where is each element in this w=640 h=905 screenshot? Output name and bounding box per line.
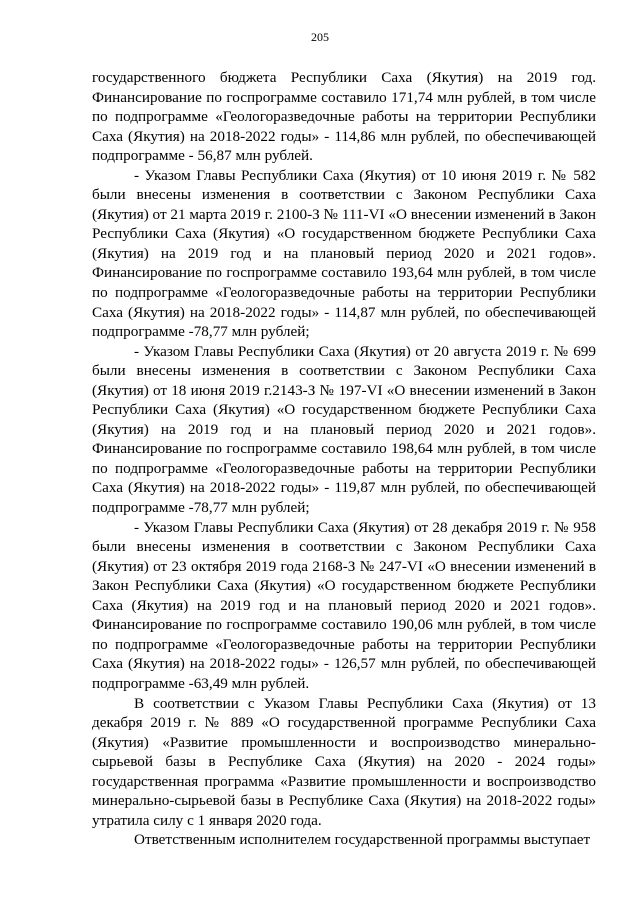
paragraph-decree-582: - Указом Главы Республики Саха (Якутия) от 10 июня 2019 г. № 582 были внесены изменения в соответствии с Законом Республики Саха (Якутия) от 21 марта 2019 г. 2100-З № 111-VI «О внесении изменений в Закон Республики Саха (Якутия) «О государственном бюджете Республики Саха (Якутия) на 2019 год и на плановый период 2020 и 2021 годов». Финансирование по госпрограмме составило 193,64 млн рублей, в том числе по подпрограмме «Геологоразведочные работы на территории Республики Саха (Якутия) на 2018-2022 годы» - 114,87 млн рублей, по обеспечивающей подпрограмме -78,77 млн рублей; bbox=[92, 166, 596, 341]
paragraph-budget-continuation: государственного бюджета Республики Саха (Якутия) на 2019 год. Финансирование по госпрограмме составило 171,74 млн рублей, в том числе по подпрограмме «Геологоразведочные работы на территории Республики Саха (Якутия) на 2018-2022 годы» - 114,86 млн рублей, по обеспечивающей подпрограмме - 56,87 млн рублей. bbox=[92, 69, 596, 165]
document-body bbox=[92, 68, 596, 850]
paragraph-responsible-executor: Ответственным исполнителем государственной программы выступает bbox=[134, 831, 591, 849]
paragraph-decree-958: - Указом Главы Республики Саха (Якутия) от 28 декабря 2019 г. № 958 были внесены изменения в соответствии с Законом Республики Саха (Якутия) от 23 октября 2019 года 2168-З № 247-VI «О внесении изменений в Закон Республики Саха (Якутия) «О государственном бюджете Республики Саха (Якутия) на 2019 год и на плановый период 2020 и 2021 годов». Финансирование по госпрограмме составило 190,06 млн рублей, в том числе по подпрограмме «Геологоразведочные работы на территории Республики Саха (Якутия) на 2018-2022 годы» - 126,57 млн рублей, по обеспечивающей подпрограмме -63,49 млн рублей. bbox=[92, 518, 596, 692]
paragraph-decree-699: - Указом Главы Республики Саха (Якутия) от 20 августа 2019 г. № 699 были внесены изменения в соответствии с Законом Республики Саха (Якутия) от 18 июня 2019 г.2143-З № 197-VI «О внесении изменений в Закон Республики Саха (Якутия) «О государственном бюджете Республики Саха (Якутия) на 2019 год и на плановый период 2020 и 2021 годов». Финансирование по госпрограмме составило 198,64 млн рублей, в том числе по подпрограмме «Геологоразведочные работы на территории Республики Саха (Якутия) на 2018-2022 годы» - 119,87 млн рублей, по обеспечивающей подпрограмме -78,77 млн рублей; bbox=[92, 342, 596, 517]
page-number: 205 bbox=[311, 30, 329, 44]
paragraph-decree-889: В соответствии с Указом Главы Республики Саха (Якутия) от 13 декабря 2019 г. № 889 «О государственной программе Республики Саха (Якутия) «Развитие промышленности и воспроизводство минерально-сырьевой базы в Республике Саха (Якутия) на 2020 - 2024 годы» государственная программа «Развитие промышленности и воспроизводство минерально-сырьевой базы в Республике Саха (Якутия) на 2018-2022 годы» утратила силу с 1 января 2020 года. bbox=[92, 694, 596, 829]
